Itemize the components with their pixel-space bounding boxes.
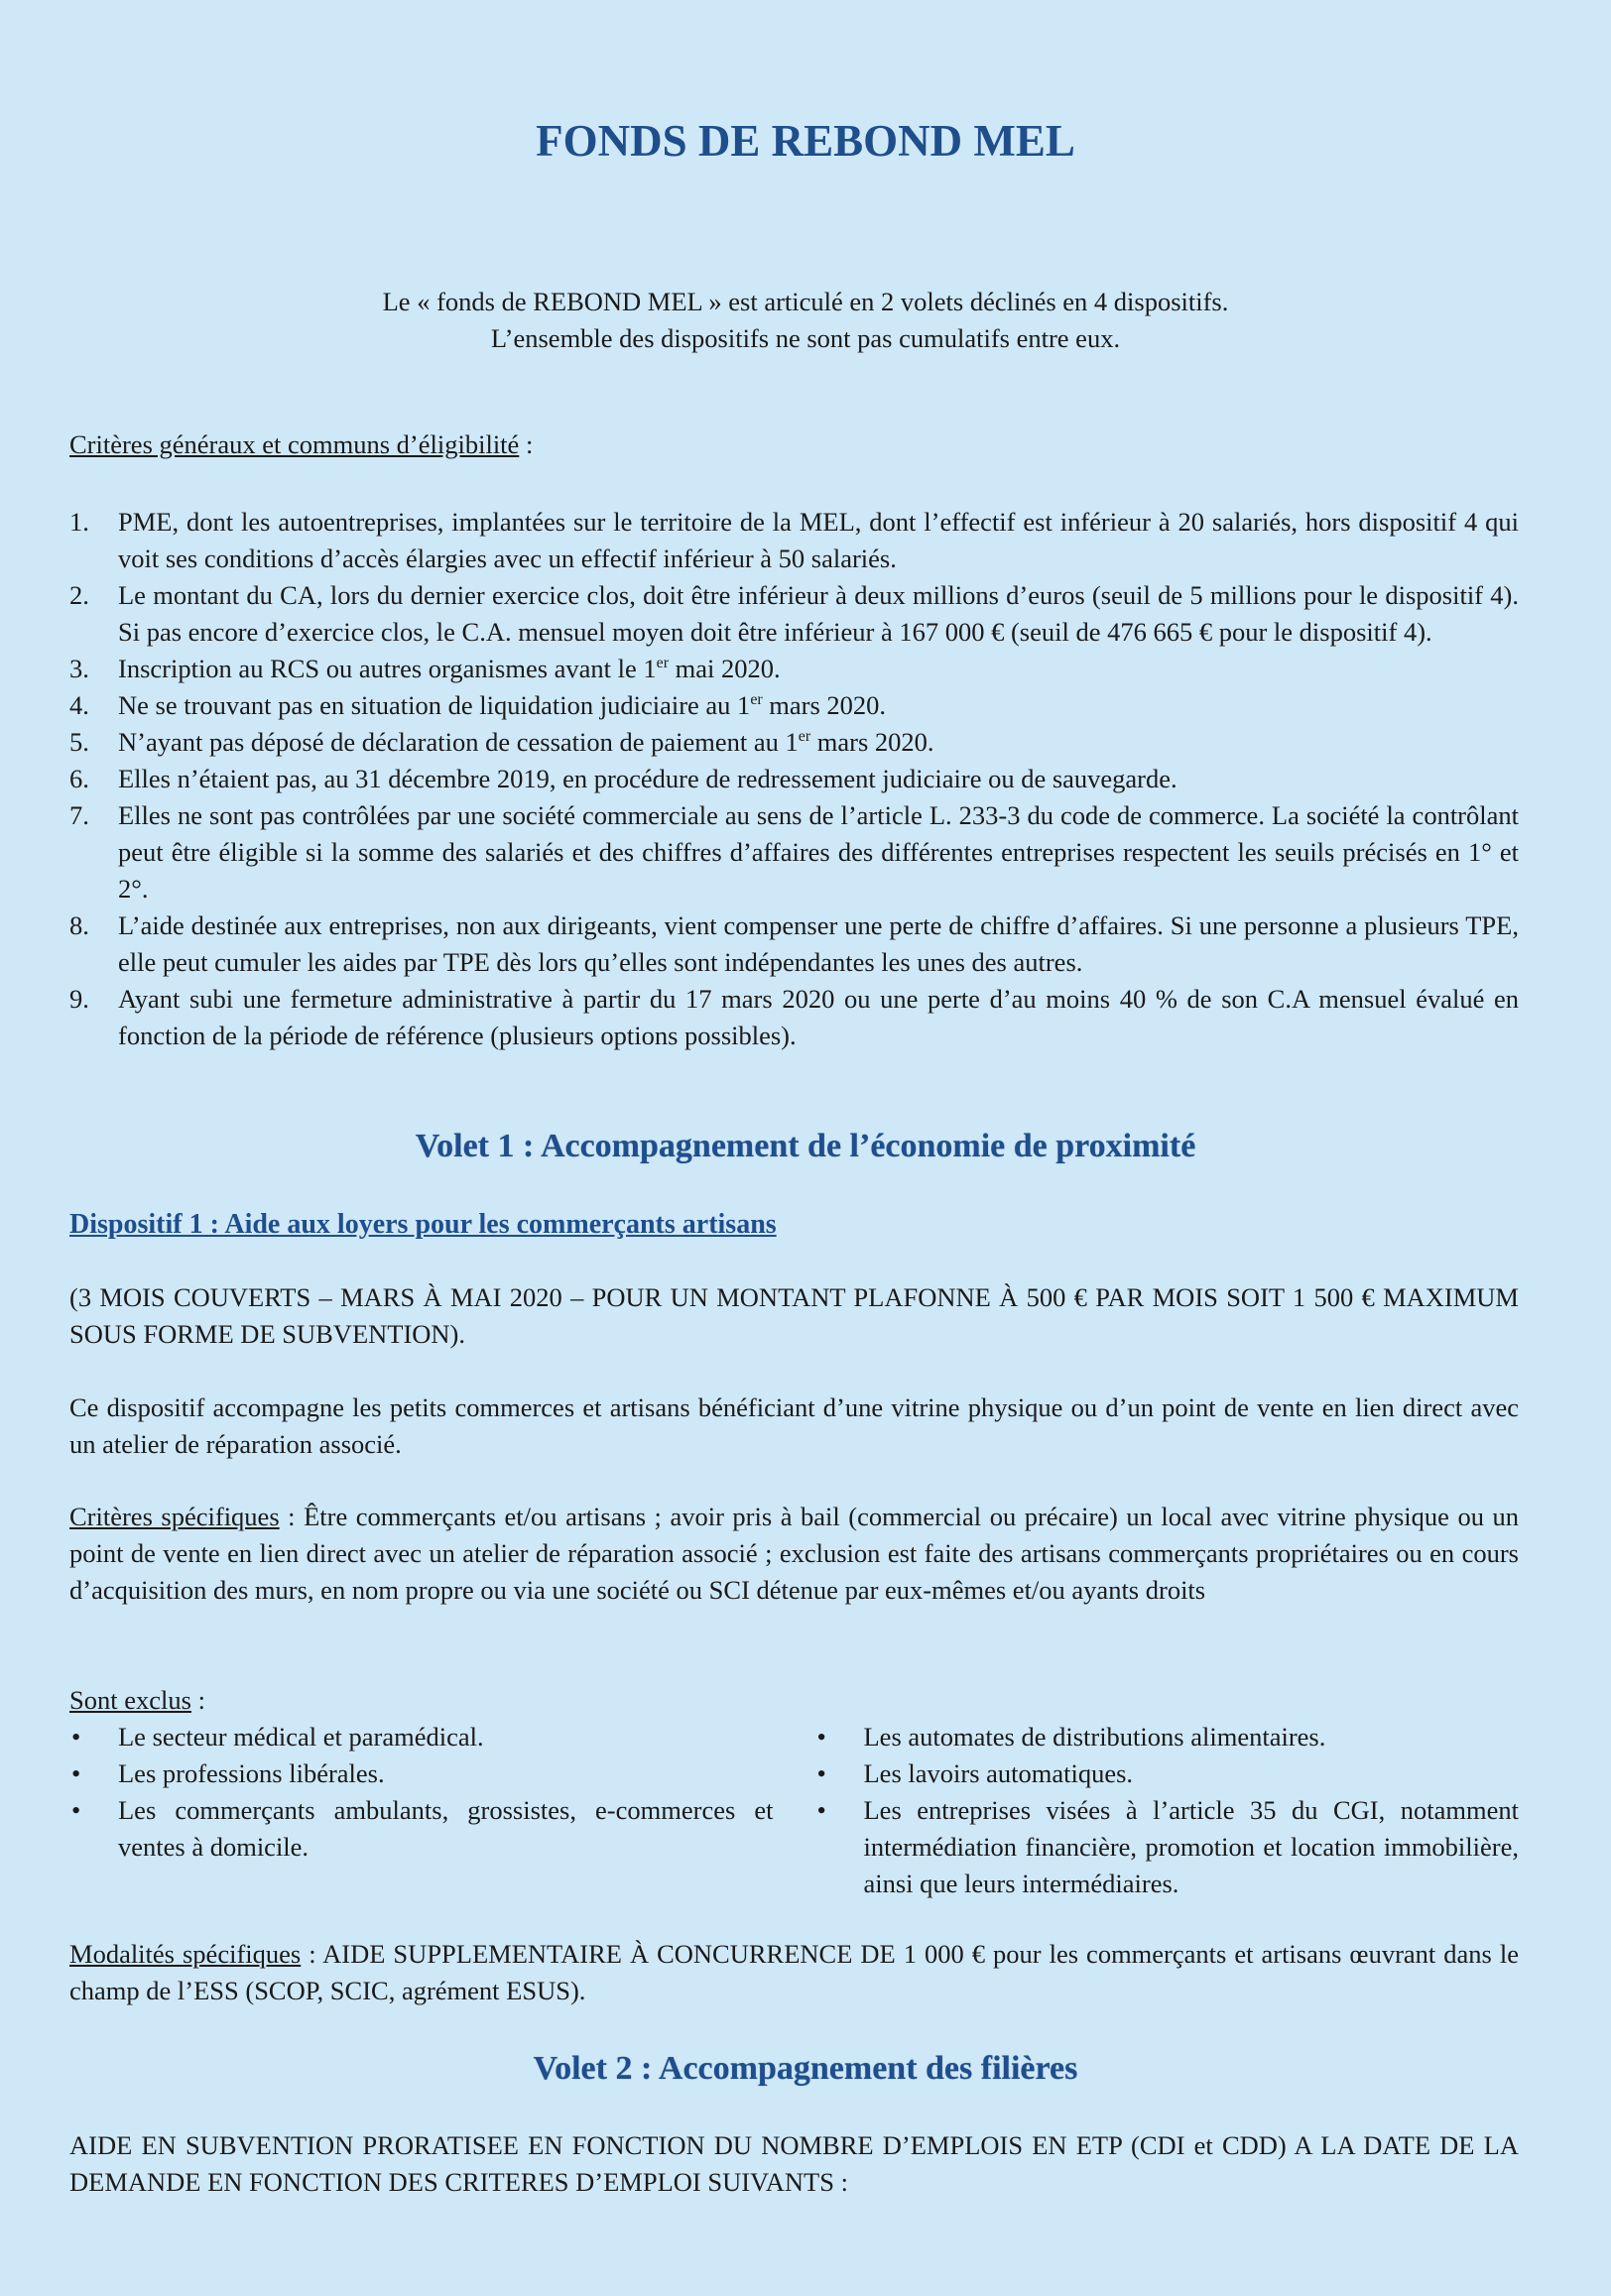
list-item — [69, 907, 1519, 981]
excluded-suffix: : — [190, 1685, 205, 1715]
criteria-heading-suffix: : — [519, 429, 534, 459]
dispositif-1-title: Dispositif 1 : Aide aux loyers pour les commerçants artisans — [69, 1209, 777, 1240]
intro-line-1: Le « fonds de REBOND MEL » est articulé en 2 volets déclinés en 4 dispositifs. — [382, 287, 1229, 316]
list-item — [815, 1719, 1520, 1755]
specific-criteria-block — [69, 1499, 1519, 1609]
dispositif-1-coverage-block — [69, 1279, 1519, 1353]
specific-criteria-paragraph — [69, 1499, 1519, 1609]
modalites-text: : AIDE SUPPLEMENTAIRE À CONCURRENCE DE 1 000 € pour les commerçants et artisans œuvrant dans le champ de l’ESS (SCOP, SCIC, agrément ESUS). — [69, 1939, 1519, 2005]
list-text: Les entreprises visées à l’article 35 du CGI, notamment intermédiation financière, promotion et location immobilière, ainsi que leurs intermédiaires. — [863, 1795, 1519, 1898]
bullet-icon: • — [816, 1758, 826, 1788]
excluded-column-right — [815, 1719, 1520, 1902]
bullet-icon: • — [71, 1758, 81, 1788]
list-text: Les automates de distributions alimentaires. — [863, 1722, 1326, 1752]
list-item — [69, 577, 1519, 651]
criteria-list — [69, 504, 1519, 1054]
criteria-heading: Critères généraux et communs d’éligibilité — [69, 429, 520, 459]
list-text: Les professions libérales. — [118, 1758, 385, 1788]
list-number: 6. — [69, 764, 89, 793]
page-title: FONDS DE REBOND MEL — [536, 116, 1075, 166]
list-item — [69, 797, 1519, 907]
list-number: 7. — [69, 800, 89, 830]
excluded-column-left — [69, 1719, 774, 1902]
list-text: N’ayant pas déposé de déclaration de cessation de paiement au 1 — [118, 727, 799, 757]
bullet-icon: • — [816, 1722, 826, 1752]
ordinal-suffix: er — [656, 655, 670, 672]
volet-2-text-block — [69, 2127, 1519, 2201]
excluded-columns — [69, 1719, 1519, 1902]
list-text: Ayant subi une fermeture administrative à partir du 17 mars 2020 ou une perte d’au moins 40 % de son C.A mensuel évalué en fonction de la période de référence (plusieurs options possibles). — [118, 984, 1519, 1050]
dispositif-1-coverage: (3 MOIS COUVERTS – MARS À MAI 2020 – POUR UN MONTANT PLAFONNE À 500 € PAR MOIS SOIT 1 500 € MAXIMUM SOUS FORME DE SUBVENTION). — [69, 1282, 1519, 1349]
volet-2-text: AIDE EN SUBVENTION PRORATISEE EN FONCTION DU NOMBRE D’EMPLOIS EN ETP (CDI et CDD) A LA DATE DE LA DEMANDE EN FONCTION DES CRITERES D’EMPLOI SUIVANTS : — [69, 2130, 1519, 2197]
list-number: 1. — [69, 507, 89, 537]
list-item — [69, 981, 1519, 1054]
list-number: 2. — [69, 580, 89, 610]
list-item — [815, 1792, 1520, 1902]
criteria-heading-block — [69, 426, 1519, 463]
list-text: Ne se trouvant pas en situation de liquidation judiciaire au 1 — [118, 690, 751, 720]
list-text: Le montant du CA, lors du dernier exercice clos, doit être inférieur à deux millions d’euros (seuil de 5 millions pour le dispositif 4). Si pas encore d’exercice clos, le C.A. mensuel moyen doit être inférieur à 167 000 € (seuil de 476 665 € pour le dispositif 4). — [118, 580, 1519, 647]
list-text: Elles ne sont pas contrôlées par une société commerciale au sens de l’article L. 233-3 du code de commerce. La société la contrôlant peut être éligible si la somme des salariés et des chiffres d’affaires des différentes entreprises respectent les seuils précisés en 1° et 2°. — [118, 800, 1519, 904]
list-item — [69, 761, 1519, 797]
list-text: Les commerçants ambulants, grossistes, e-commerces et ventes à domicile. — [118, 1795, 774, 1862]
list-number: 3. — [69, 654, 89, 683]
list-item — [69, 504, 1519, 577]
excluded-list-left — [69, 1719, 774, 1866]
list-item — [69, 687, 1519, 724]
specific-criteria-text: : Être commerçants et/ou artisans ; avoir pris à bail (commercial ou précaire) un local avec vitrine physique ou un point de vente en lien direct avec un atelier de réparation associé ; exclusion est faite des artisans commerçants propriétaires ou en cours d’acquisition des murs, en nom propre ou via une société ou SCI détenue par eux-mêmes et/ou ayants droits — [69, 1502, 1519, 1605]
list-item — [69, 1719, 774, 1755]
list-number: 4. — [69, 690, 89, 720]
bullet-icon: • — [71, 1722, 81, 1752]
excluded-list-right — [815, 1719, 1520, 1902]
list-item — [69, 1792, 774, 1866]
list-item — [815, 1755, 1520, 1792]
list-item — [69, 1755, 774, 1792]
list-text-end: mars 2020. — [810, 727, 934, 757]
list-item — [69, 651, 1519, 687]
list-text-end: mai 2020. — [669, 654, 781, 683]
list-text: PME, dont les autoentreprises, implantées sur le territoire de la MEL, dont l’effectif est inférieur à 20 salariés, hors dispositif 4 qui voit ses conditions d’accès élargies avec un effectif inférieur à 50 salariés. — [118, 507, 1519, 573]
modalites-label: Modalités spécifiques — [69, 1939, 302, 1969]
list-text: Les lavoirs automatiques. — [863, 1758, 1134, 1788]
modalites-paragraph — [69, 1936, 1519, 2009]
modalites-block — [69, 1936, 1519, 2009]
ordinal-suffix: er — [798, 728, 811, 746]
dispositif-1-description-block — [69, 1390, 1519, 1463]
ordinal-suffix: er — [750, 691, 763, 709]
list-text: Inscription au RCS ou autres organismes avant le 1 — [118, 654, 657, 683]
list-number: 5. — [69, 727, 89, 757]
list-text: Elles n’étaient pas, au 31 décembre 2019, en procédure de redressement judiciaire ou de sauvegarde. — [118, 764, 1177, 793]
list-text-end: mars 2020. — [762, 690, 887, 720]
volet-2-title: Volet 2 : Accompagnement des filières — [533, 2050, 1078, 2087]
list-text: Le secteur médical et paramédical. — [118, 1722, 484, 1752]
list-number: 9. — [69, 984, 89, 1014]
bullet-icon: • — [816, 1795, 826, 1825]
list-number: 8. — [69, 910, 89, 940]
bullet-icon: • — [71, 1795, 81, 1825]
dispositif-1-description: Ce dispositif accompagne les petits commerces et artisans bénéficiant d’une vitrine physique ou d’un point de vente en lien direct avec un atelier de réparation associé. — [69, 1392, 1519, 1459]
dispositif-1-heading-block — [69, 1206, 1519, 1243]
excluded-label: Sont exclus — [69, 1685, 191, 1715]
excluded-heading-block — [69, 1682, 1519, 1719]
intro-line-2: L’ensemble des dispositifs ne sont pas cumulatifs entre eux. — [490, 323, 1121, 353]
volet-1-title: Volet 1 : Accompagnement de l’économie de proximité — [415, 1128, 1196, 1164]
intro — [0, 284, 1611, 357]
specific-criteria-label: Critères spécifiques — [69, 1502, 280, 1531]
list-text: L’aide destinée aux entreprises, non aux dirigeants, vient compenser une perte de chiffre d’affaires. Si une personne a plusieurs TPE, elle peut cumuler les aides par TPE dès lors qu’elles sont indépendantes les unes des autres. — [118, 910, 1519, 977]
list-item — [69, 724, 1519, 761]
criteria-list-block — [69, 504, 1519, 1054]
